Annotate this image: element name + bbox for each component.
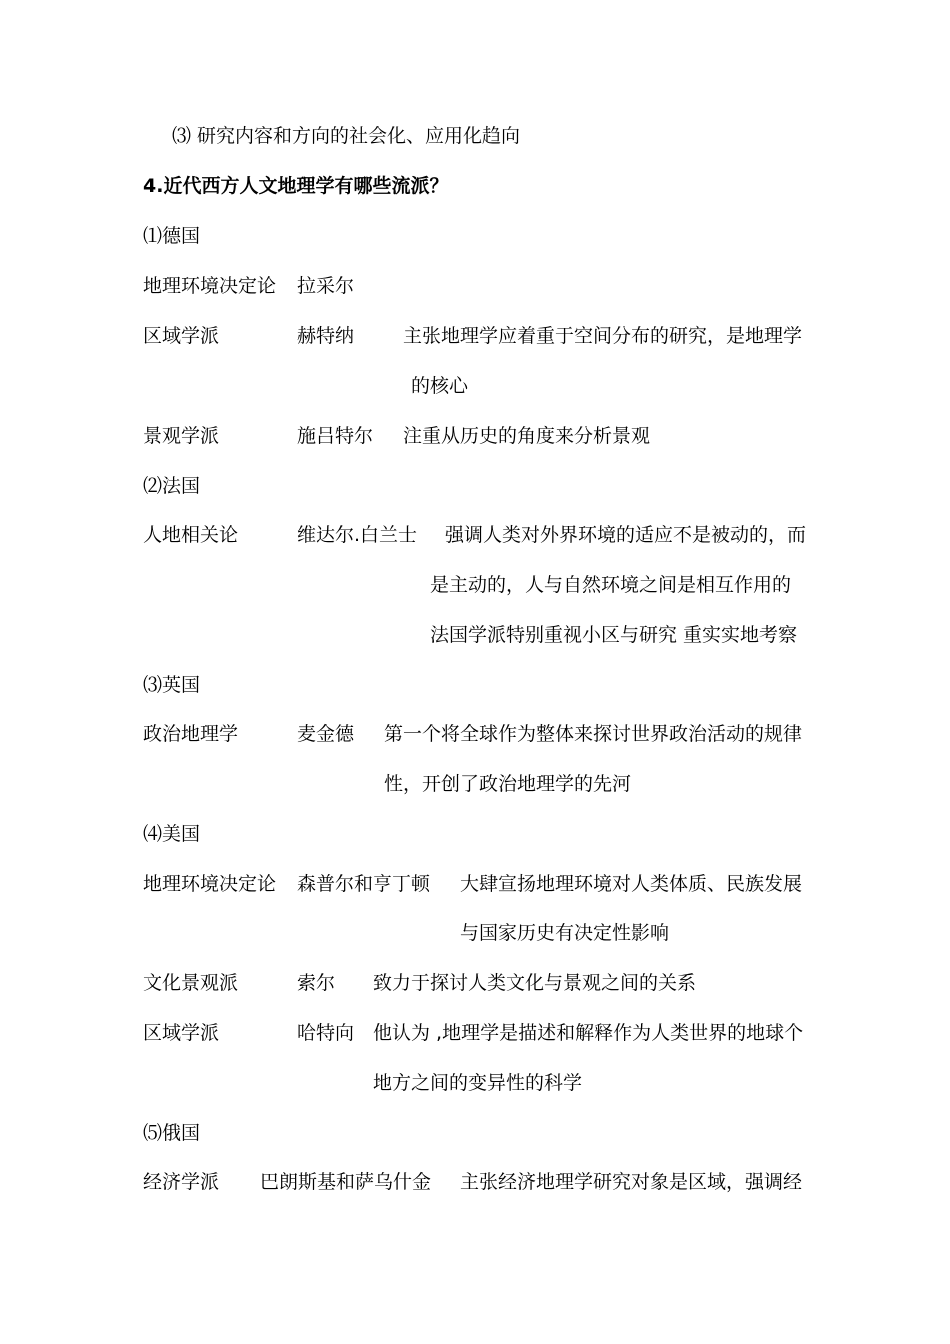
section-heading-france: ⑵法国 — [143, 475, 201, 497]
school-description: 主张地理学应着重于空间分布的研究，是地理学 — [403, 325, 803, 347]
school-description: 的核心 — [411, 375, 469, 397]
school-description: 他认为 ,地理学是描述和解释作为人类世界的地球个 — [373, 1022, 804, 1044]
school-name: 景观学派 — [143, 425, 220, 447]
school-description: 法国学派特别重视小区与研究 重实实地考察 — [430, 624, 798, 646]
school-description: 注重从历史的角度来分析景观 — [403, 425, 651, 447]
section-heading-usa: ⑷美国 — [143, 823, 201, 845]
school-name: 文化景观派 — [143, 972, 239, 994]
section-heading-uk: ⑶英国 — [143, 674, 201, 696]
question-heading: 4.近代西方人文地理学有哪些流派？ — [143, 175, 449, 197]
school-name: 经济学派 — [143, 1171, 220, 1193]
person-name: 赫特纳 — [297, 325, 355, 347]
person-name: 森普尔和亨丁顿 — [297, 873, 431, 895]
school-description: 大肆宣扬地理环境对人类体质、民族发展 — [460, 873, 803, 895]
section-heading-germany: ⑴德国 — [143, 225, 201, 247]
school-description: 强调人类对外界环境的适应不是被动的，而 — [445, 524, 807, 546]
school-name: 区域学派 — [143, 1022, 220, 1044]
school-description: 性，开创了政治地理学的先河 — [384, 773, 632, 795]
intro-item: ⑶ 研究内容和方向的社会化、应用化趋向 — [172, 125, 521, 147]
person-name: 巴朗斯基和萨乌什金 — [260, 1171, 432, 1193]
school-description: 第一个将全球作为整体来探讨世界政治活动的规律 — [384, 723, 803, 745]
school-name: 地理环境决定论 — [143, 275, 277, 297]
school-description: 地方之间的变异性的科学 — [373, 1072, 583, 1094]
school-name: 人地相关论 — [143, 524, 239, 546]
school-name: 区域学派 — [143, 325, 220, 347]
school-description: 致力于探讨人类文化与景观之间的关系 — [373, 972, 697, 994]
person-name: 麦金德 — [297, 723, 355, 745]
school-name: 地理环境决定论 — [143, 873, 277, 895]
section-heading-russia: ⑸俄国 — [143, 1122, 201, 1144]
school-description: 是主动的，人与自然环境之间是相互作用的 — [430, 574, 792, 596]
person-name: 哈特向 — [297, 1022, 355, 1044]
person-name: 索尔 — [297, 972, 336, 994]
person-name: 施吕特尔 — [297, 425, 374, 447]
person-name: 拉采尔 — [297, 275, 355, 297]
school-name: 政治地理学 — [143, 723, 239, 745]
person-name: 维达尔.白兰士 — [297, 524, 418, 546]
school-description: 主张经济地理学研究对象是区域，强调经 — [460, 1171, 803, 1193]
school-description: 与国家历史有决定性影响 — [460, 922, 670, 944]
